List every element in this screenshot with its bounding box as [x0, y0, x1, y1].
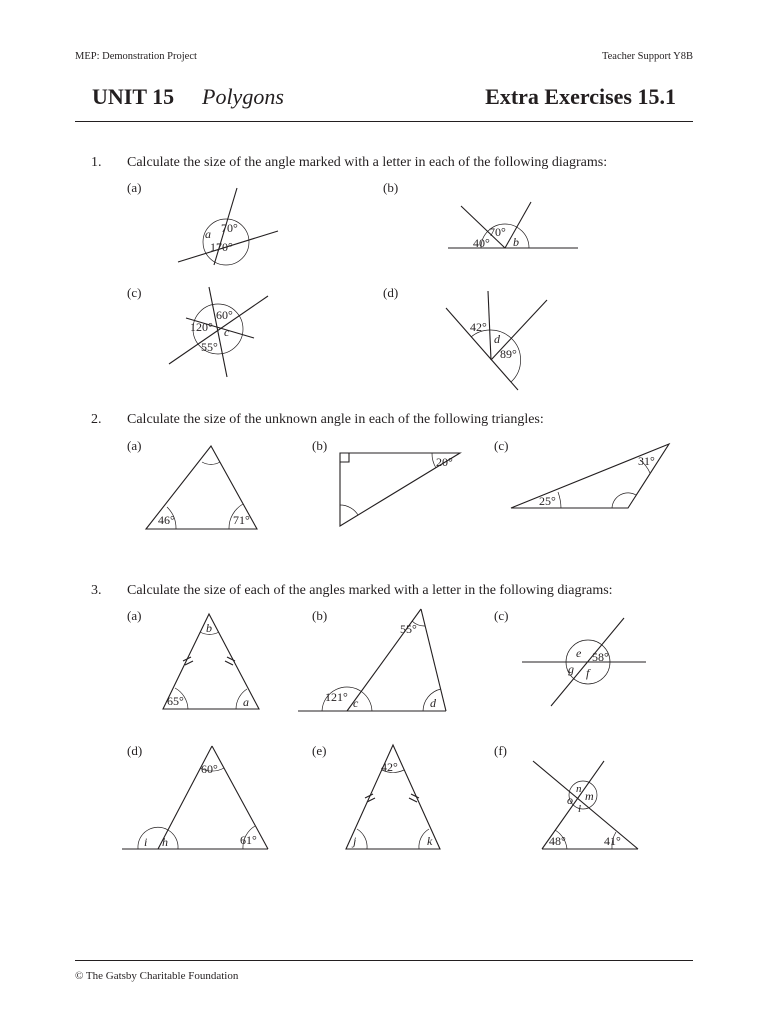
- q2-part-c: (c): [494, 438, 509, 453]
- q1c-label-120: 120°: [190, 320, 213, 334]
- header-project: MEP: Demonstration Project: [75, 51, 197, 62]
- q2-part-a: (a): [127, 438, 142, 453]
- q3a-label-b: b: [206, 621, 212, 635]
- topic-title: Polygons: [202, 84, 284, 109]
- q2c-diagram: [511, 444, 669, 508]
- q2b-label-20: 20°: [436, 455, 453, 469]
- q1a-diagram: [178, 188, 278, 265]
- q3d-label-61: 61°: [240, 833, 257, 847]
- q3d-label-h: h: [162, 835, 168, 849]
- question-2-number: 2.: [91, 412, 102, 427]
- q1b-label-b: b: [513, 235, 519, 249]
- question-3-number: 3.: [91, 583, 102, 598]
- q3a-label-65: 65°: [167, 694, 184, 708]
- q1-part-a: (a): [127, 180, 142, 195]
- q3-part-c: (c): [494, 608, 509, 623]
- q1d-label-89: 89°: [500, 347, 517, 361]
- q3c-label-58: 58°: [592, 650, 609, 664]
- q2a-label-71: 71°: [233, 513, 250, 527]
- q3a-label-a: a: [243, 695, 249, 709]
- q3c-label-g: g: [568, 662, 574, 676]
- q3c-label-e: e: [576, 646, 582, 660]
- q2b-diagram: [340, 453, 460, 526]
- q1-part-b: (b): [383, 180, 399, 195]
- question-2-text: Calculate the size of the unknown angle in each of the following triangles:: [127, 412, 544, 427]
- q1d-label-d: d: [494, 332, 500, 346]
- question-1-number: 1.: [91, 155, 102, 170]
- q1a-label-170: 170°: [210, 240, 233, 254]
- q3f-label-l: l: [578, 803, 582, 815]
- q3c-label-f: f: [586, 666, 590, 680]
- q3d-diagram: [122, 746, 268, 849]
- q3e-label-k: k: [427, 834, 433, 848]
- q1-part-d: (d): [383, 285, 399, 300]
- question-3-text: Calculate the size of each of the angles marked with a letter in the following diagrams:: [127, 583, 613, 598]
- header-support: Teacher Support Y8B: [601, 51, 693, 62]
- q3f-label-m: m: [585, 789, 594, 803]
- q1b-diagram: [448, 202, 578, 250]
- q1c-label-55: 55°: [201, 340, 218, 354]
- q3a-diagram: [163, 614, 259, 709]
- q3f-label-48: 48°: [549, 834, 566, 848]
- q2a-diagram: [146, 446, 257, 529]
- q3f-diagram: [533, 761, 638, 849]
- q3c-diagram: [522, 618, 646, 706]
- q3f-label-o: o: [567, 793, 573, 807]
- q3-part-e: (e): [312, 743, 327, 758]
- q3b-diagram: [298, 609, 446, 711]
- footer-copyright: © The Gatsby Charitable Foundation: [75, 970, 239, 982]
- q1d-diagram: [446, 291, 547, 390]
- q2-part-b: (b): [312, 438, 328, 453]
- q1a-label-70: 70°: [221, 221, 238, 235]
- question-1-text: Calculate the size of the angle marked with a letter in each of the following diagrams:: [127, 155, 608, 170]
- q3e-diagram: [346, 745, 440, 849]
- q1d-label-42: 42°: [470, 320, 487, 334]
- q2c-label-25: 25°: [539, 494, 556, 508]
- q1c-label-c: c: [224, 325, 230, 339]
- q3b-label-c: c: [353, 696, 359, 710]
- q3e-label-j: j: [353, 834, 357, 848]
- q3-part-b: (b): [312, 608, 328, 623]
- q3b-label-55: 55°: [400, 622, 417, 636]
- q3b-label-121: 121°: [325, 690, 348, 704]
- q1c-label-60: 60°: [216, 308, 233, 322]
- q1b-label-40: 40°: [473, 236, 490, 250]
- q3f-label-n: n: [576, 783, 582, 795]
- q2a-label-46: 46°: [158, 513, 175, 527]
- q3d-label-60: 60°: [201, 762, 218, 776]
- q3d-label-i: i: [144, 835, 148, 849]
- exercises-title: Extra Exercises 15.1: [485, 84, 676, 109]
- q3-part-d: (d): [127, 743, 143, 758]
- q3b-label-d: d: [430, 696, 436, 710]
- unit-title: UNIT 15: [92, 84, 175, 109]
- q1b-label-70: 70°: [489, 225, 506, 239]
- q1-part-c: (c): [127, 285, 142, 300]
- q2c-label-31: 31°: [638, 454, 655, 468]
- q1c-diagram: [169, 287, 268, 377]
- footer-rule: [75, 960, 693, 961]
- q3-part-f: (f): [494, 743, 507, 758]
- q3f-label-41: 41°: [604, 834, 621, 848]
- q1a-label-a: a: [205, 227, 211, 241]
- q3-part-a: (a): [127, 608, 142, 623]
- q3e-label-42: 42°: [381, 760, 398, 774]
